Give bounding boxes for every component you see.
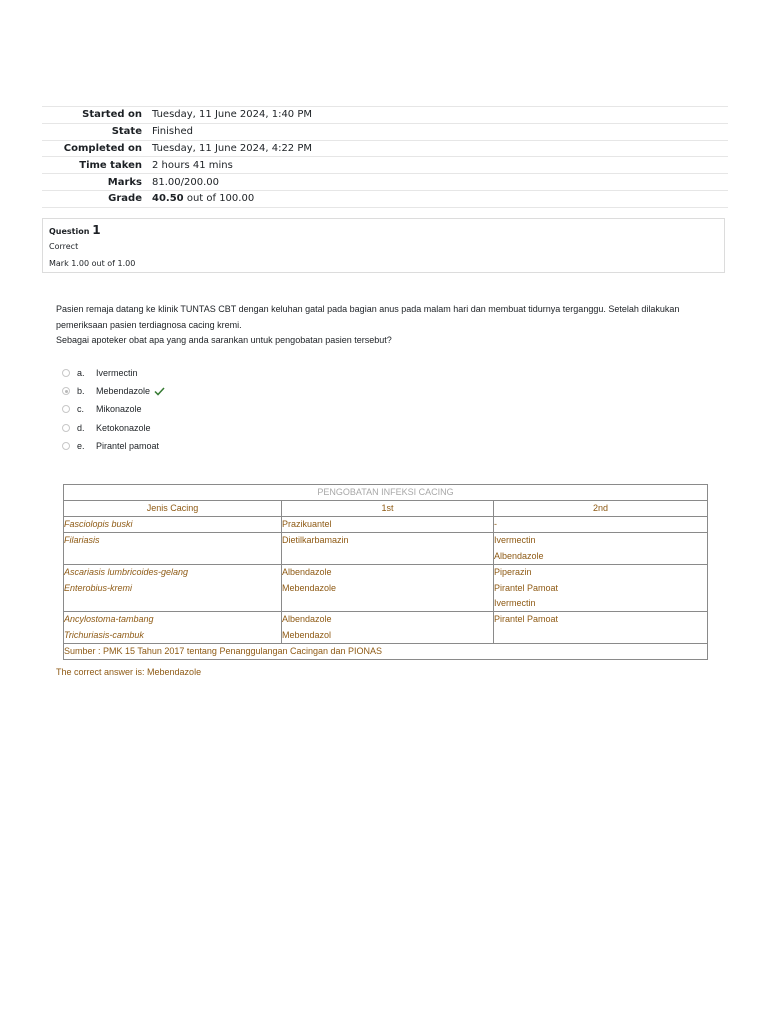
second-line-cell [494, 612, 708, 644]
drug-name: Prazikuantel [282, 519, 332, 529]
first-line-cell [282, 517, 494, 533]
question-text-line: Pasien remaja datang ke klinik TUNTAS CBT dengan keluhan gatal pada bagian anus pada malam hari dan membuat tidurnya terganggu. Setelah dilakukan pemeriksaan pasien terdiagnosa cacing kremi. [56, 304, 680, 330]
worm-cell [64, 565, 282, 612]
quiz-summary-table [42, 106, 728, 208]
worm-name: Ancylostoma-tambang [64, 614, 154, 625]
summary-value: 81.00/200.00 [152, 176, 219, 188]
summary-row-marks [42, 174, 728, 191]
summary-value: Tuesday, 11 June 2024, 1:40 PM [152, 109, 312, 121]
column-header: Jenis Cacing [64, 501, 282, 517]
question-mark: Mark 1.00 out of 1.00 [49, 259, 136, 268]
first-line-cell [282, 612, 494, 644]
second-line-cell [494, 565, 708, 612]
drug-name: Dietilkarbamazin [282, 535, 349, 546]
answer-text: Mebendazole [96, 386, 151, 397]
drug-name: Pirantel Pamoat [494, 614, 559, 625]
column-header: 2nd [494, 501, 708, 517]
summary-label: Completed on [63, 142, 142, 154]
summary-value: 2 hours 41 mins [152, 159, 233, 171]
summary-label: Started on [82, 109, 142, 121]
worm-name: Trichuriasis-cambuk [64, 629, 144, 640]
answer-option-c[interactable] [62, 400, 165, 418]
answer-letter: b. [77, 386, 85, 397]
answer-option-b[interactable] [62, 382, 165, 400]
worm-name: Filariasis [64, 535, 100, 546]
worm-cell [64, 612, 282, 644]
question-number [49, 223, 101, 237]
first-line-cell [282, 565, 494, 612]
table-row [64, 517, 708, 533]
grade-suffix: out of 100.00 [183, 193, 255, 205]
drug-name: Piperazin [494, 567, 532, 578]
question-text-line: Sebagai apoteker obat apa yang anda sarankan untuk pengobatan pasien tersebut? [56, 335, 392, 345]
second-line-cell [494, 533, 708, 565]
drug-name: Mebendazole [282, 582, 337, 593]
answer-letter: c. [77, 404, 85, 415]
summary-label: Grade [108, 193, 142, 205]
answer-text: Ketokonazole [96, 422, 151, 433]
second-line-cell [494, 517, 708, 533]
question-info-box [42, 218, 725, 273]
worm-cell [64, 517, 282, 533]
drug-name: Mebendazol [282, 629, 332, 640]
summary-row-grade [42, 190, 728, 207]
summary-label: State [111, 126, 142, 138]
radio-button-selected[interactable] [62, 387, 70, 395]
checkmark-icon [154, 387, 165, 396]
drug-name: Albendazole [282, 614, 332, 625]
summary-value [152, 190, 728, 207]
drug-name: Ivermectin [494, 598, 536, 609]
worm-name: Ascariasis lumbricoides-gelang [64, 567, 189, 578]
radio-button[interactable] [62, 424, 70, 432]
general-feedback [63, 484, 707, 660]
answer-letter: a. [77, 368, 85, 379]
table-row [64, 533, 708, 565]
worm-name: Enterobius-kremi [64, 582, 133, 593]
question-state: Correct [49, 242, 79, 251]
answer-option-e[interactable] [62, 437, 165, 455]
radio-button[interactable] [62, 442, 70, 450]
table-title: PENGOBATAN INFEKSI CACING [64, 485, 708, 501]
grade-score: 40.50 [152, 193, 184, 205]
answer-option-d[interactable] [62, 419, 165, 437]
summary-value: Finished [152, 126, 193, 138]
worm-cell [64, 533, 282, 565]
summary-row-completed [42, 140, 728, 157]
first-line-cell [282, 533, 494, 565]
question-text [56, 302, 720, 349]
summary-row-time-taken [42, 157, 728, 174]
answer-letter: d. [77, 422, 85, 433]
drug-name: Albendazole [494, 550, 544, 561]
table-source: Sumber : PMK 15 Tahun 2017 tentang Penanggulangan Cacingan dan PIONAS [64, 644, 708, 660]
answer-option-a[interactable] [62, 364, 165, 382]
answer-options [62, 364, 165, 455]
column-header: 1st [282, 501, 494, 517]
drug-name: Albendazole [282, 567, 332, 578]
table-row [64, 565, 708, 612]
drug-name: Ivermectin [494, 535, 536, 546]
answer-text: Pirantel pamoat [96, 440, 160, 451]
question-number-value: 1 [92, 223, 101, 237]
summary-label: Marks [107, 176, 142, 188]
worm-name: Fasciolopis buski [64, 519, 133, 529]
answer-letter: e. [77, 440, 85, 451]
radio-button[interactable] [62, 405, 70, 413]
table-row [64, 612, 708, 644]
answer-text: Ivermectin [96, 368, 138, 379]
treatment-table [63, 484, 708, 660]
drug-name: Pirantel Pamoat [494, 582, 559, 593]
radio-button[interactable] [62, 369, 70, 377]
drug-name: - [494, 519, 497, 529]
question-prefix: Question [49, 227, 93, 236]
summary-row-started [42, 107, 728, 124]
summary-value: Tuesday, 11 June 2024, 4:22 PM [152, 142, 312, 154]
summary-row-state [42, 123, 728, 140]
answer-text: Mikonazole [96, 404, 142, 415]
correct-answer-text: The correct answer is: Mebendazole [56, 667, 202, 677]
summary-label: Time taken [79, 159, 142, 171]
